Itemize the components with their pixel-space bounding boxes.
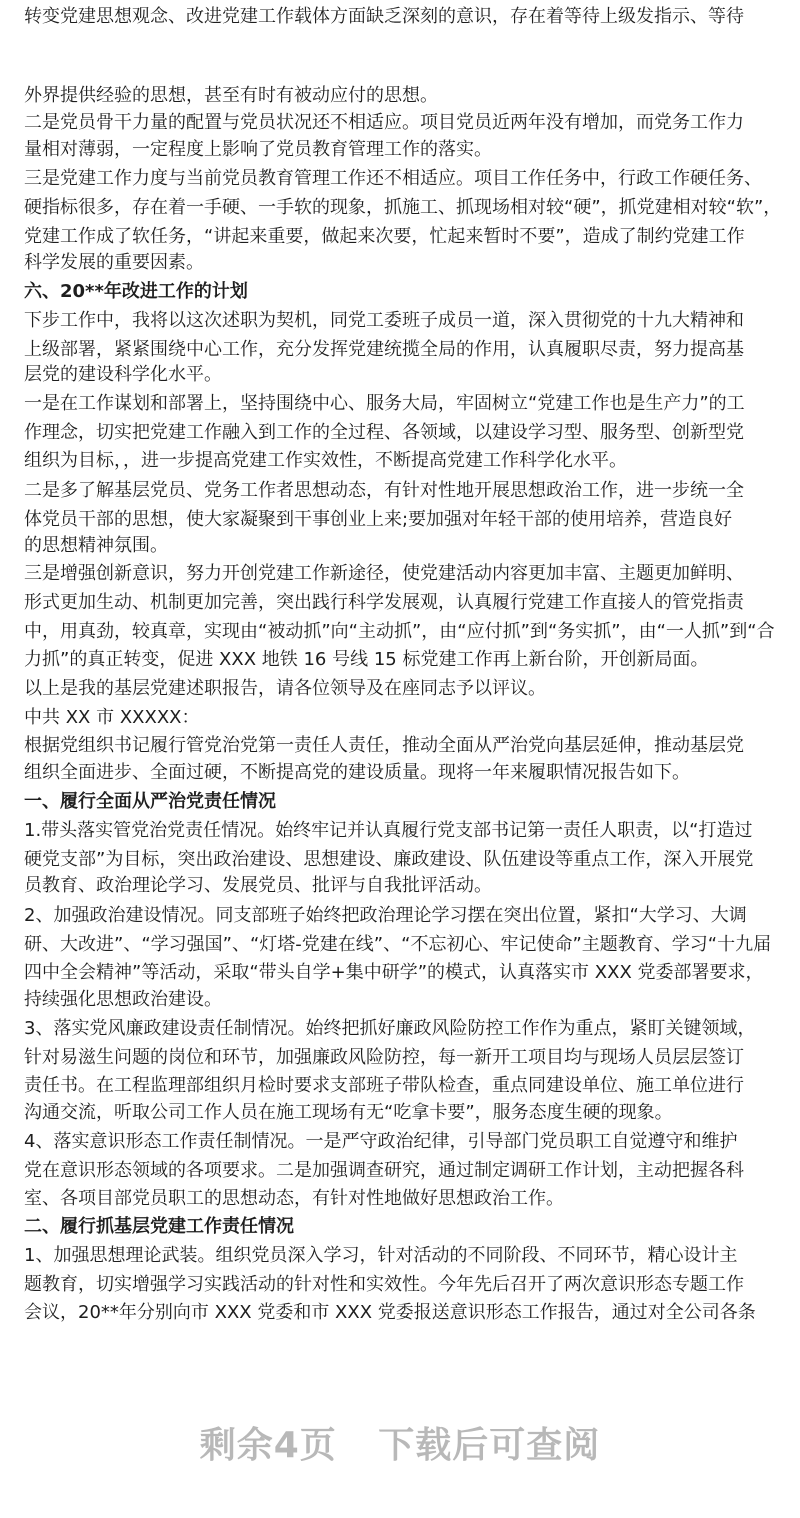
remaining-pages-notice[interactable]: 剩余4页 下载后可查阅 — [199, 1425, 601, 1466]
text-line: 上级部署，紧紧围绕中心工作，充分发挥党建统揽全局的作用，认真履职尽责，努力提高基 — [24, 339, 744, 360]
text-line: 组织全面进步、全面过硬，不断提高党的建设质量。现将一年来履职情况报告如下。 — [24, 762, 690, 783]
text-line: 党建工作成了软任务，“讲起来重要，做起来次要，忙起来暂时不要”，造成了制约党建工作 — [24, 226, 745, 247]
text-line: 根据党组织书记履行管党治党第一责任人责任，推动全面从严治党向基层延伸，推动基层党 — [24, 735, 744, 756]
text-line: 组织为目标，，进一步提高党建工作实效性，不断提高党建工作科学化水平。 — [24, 450, 627, 471]
text-line: 转变党建思想观念、改进党建工作载体方面缺乏深刻的意识，存在着等待上级发指示、等待 — [24, 6, 744, 27]
text-line: 室、各项目部党员职工的思想动态，有针对性地做好思想政治工作。 — [24, 1188, 564, 1209]
text-line: 三是增强创新意识，努力开创党建工作新途径，使党建活动内容更加丰富、主题更加鲜明、 — [24, 563, 744, 584]
text-line: 三是党建工作力度与当前党员教育管理工作还不相适应。项目工作任务中，行政工作硬任务、 — [24, 168, 762, 189]
text-line: 3、落实党风廉政建设责任制情况。始终把抓好廉政风险防控工作作为重点，紧盯关键领域， — [24, 1018, 756, 1039]
text-line: 党在意识形态领域的各项要求。二是加强调查研究，通过制定调研工作计划，主动把握各科 — [24, 1160, 744, 1181]
text-line: 外界提供经验的思想，甚至有时有被动应付的思想。 — [24, 85, 438, 106]
text-line: 1、加强思想理论武装。组织党员深入学习，针对活动的不同阶段、不同环节，精心设计主 — [24, 1245, 738, 1266]
text-line: 二是党员骨干力量的配置与党员状况还不相适应。项目党员近两年没有增加，而党务工作力 — [24, 112, 744, 133]
text-line: 员教育、政治理论学习、发展党员、批评与自我批评活动。 — [24, 875, 492, 896]
text-line: 2、加强政治建设情况。同支部班子始终把政治理论学习摆在突出位置，紧扣“大学习、大调 — [24, 905, 747, 926]
text-line: 以上是我的基层党建述职报告，请各位领导及在座同志予以评议。 — [24, 678, 546, 699]
text-line: 四中全会精神”等活动，采取“带头自学+集中研学”的模式，认真落实市 XXX 党委部署要求， — [24, 962, 764, 983]
text-line: 研、大改进”、“学习强国”、“灯塔-党建在线”、“不忘初心、牢记使命”主题教育、学习“十九届 — [24, 934, 772, 955]
text-line: 硬指标很多，存在着一手硬、一手软的现象，抓施工、抓现场相对较“硬”，抓党建相对较“软”， — [24, 197, 782, 218]
text-line: 会议，20**年分别向市 XXX 党委和市 XXX 党委报送意识形态工作报告，通过对全公司各条 — [24, 1302, 756, 1323]
text-line: 体党员干部的思想，使大家凝聚到干事创业上来;要加强对年轻干部的使用培养，营造良好 — [24, 509, 733, 530]
text-line: 形式更加生动、机制更加完善，突出践行科学发展观，认真履行党建工作直接人的管党指责 — [24, 592, 744, 613]
section-heading: 一、履行全面从严治党责任情况 — [24, 791, 276, 812]
text-line: 中，用真劲，较真章，实现由“被动抓”向“主动抓”，由“应付抓”到“务实抓”，由“一人抓”到“合 — [24, 621, 775, 642]
text-line: 责任书。在工程监理部组织月检时要求支部班子带队检查，重点同建设单位、施工单位进行 — [24, 1075, 744, 1096]
text-line: 力抓”的真正转变，促进 XXX 地铁 16 号线 15 标党建工作再上新台阶，开创新局面。 — [24, 649, 709, 670]
text-line: 持续强化思想政治建设。 — [24, 989, 222, 1010]
text-line: 下步工作中，我将以这次述职为契机，同党工委班子成员一道，深入贯彻党的十九大精神和 — [24, 310, 744, 331]
text-line: 科学发展的重要因素。 — [24, 252, 204, 273]
text-line: 题教育，切实增强学习实践活动的针对性和实效性。今年先后召开了两次意识形态专题工作 — [24, 1274, 744, 1295]
text-line: 4、落实意识形态工作责任制情况。一是严守政治纪律，引导部门党员职工自觉遵守和维护 — [24, 1131, 738, 1152]
section-heading: 六、20**年改进工作的计划 — [24, 281, 248, 302]
text-line: 二是多了解基层党员、党务工作者思想动态，有针对性地开展思想政治工作，进一步统一全 — [24, 480, 744, 501]
text-line: 层党的建设科学化水平。 — [24, 364, 222, 385]
text-line: 硬党支部”为目标，突出政治建设、思想建设、廉政建设、队伍建设等重点工作，深入开展党 — [24, 849, 754, 870]
text-line: 针对易滋生问题的岗位和环节，加强廉政风险防控，每一新开工项目均与现场人员层层签订 — [24, 1047, 744, 1068]
text-line: 中共 XX 市 XXXXX： — [24, 707, 200, 728]
text-line: 一是在工作谋划和部署上，坚持围绕中心、服务大局，牢固树立“党建工作也是生产力”的工 — [24, 393, 745, 414]
section-heading: 二、履行抓基层党建工作责任情况 — [24, 1216, 294, 1237]
text-line: 沟通交流，听取公司工作人员在施工现场有无“吃拿卡要”，服务态度生硬的现象。 — [24, 1102, 673, 1123]
text-line: 1.带头落实管党治党责任情况。始终牢记并认真履行党支部书记第一责任人职责，以“打造过 — [24, 820, 753, 841]
text-line: 量相对薄弱，一定程度上影响了党员教育管理工作的落实。 — [24, 139, 492, 160]
text-line: 的思想精神氛围。 — [24, 535, 168, 556]
text-line: 作理念，切实把党建工作融入到工作的全过程、各领域，以建设学习型、服务型、创新型党 — [24, 422, 744, 443]
